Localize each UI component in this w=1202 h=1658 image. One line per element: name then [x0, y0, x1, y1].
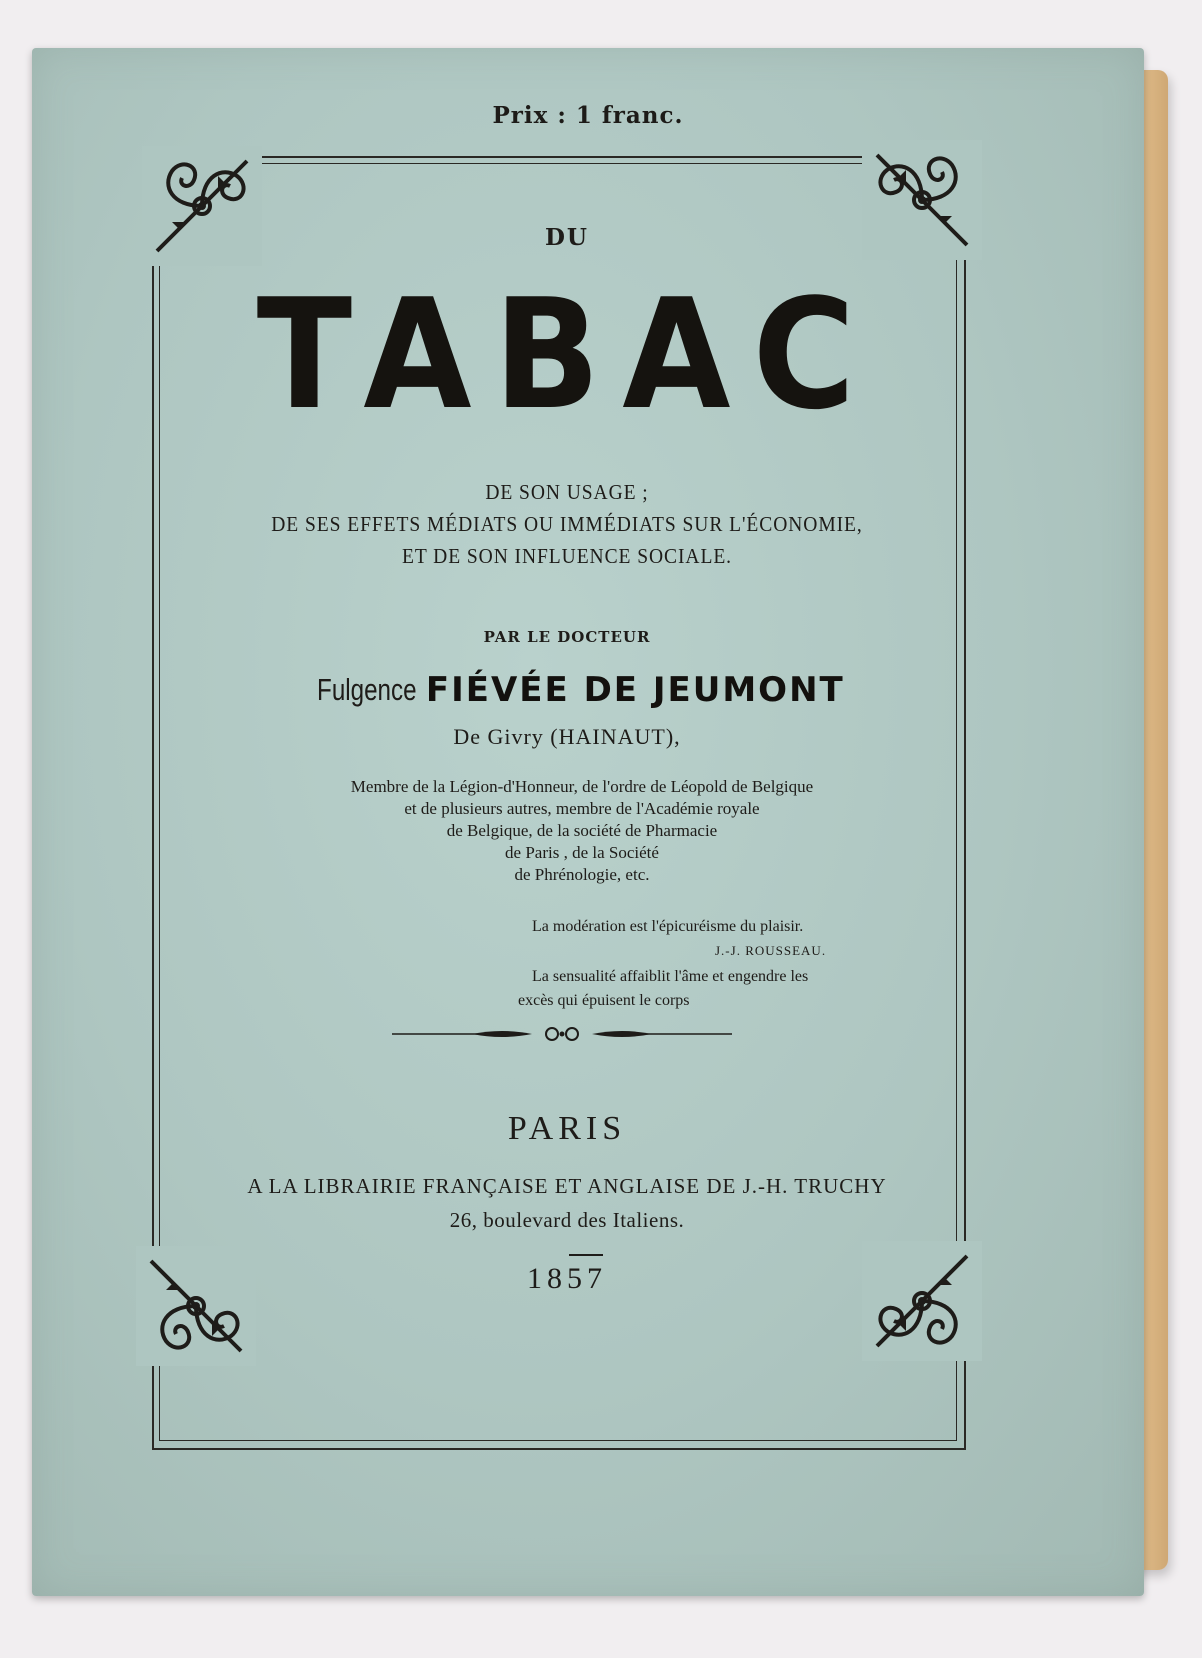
booklet-cover — [32, 48, 1144, 1596]
publisher: A LA LIBRAIRIE FRANÇAISE ET ANGLAISE DE J.-H. TRUCHY — [247, 1174, 887, 1198]
divider-dash — [569, 1254, 603, 1256]
subtitle — [209, 476, 925, 572]
by-line: PAR LE DOCTEUR — [483, 628, 651, 646]
honours-line: de Paris , de la Société — [505, 843, 659, 862]
epigraph-author: J.-J. ROUSSEAU. — [715, 943, 827, 958]
publication-city: PARIS — [507, 1110, 627, 1147]
epigraph-quote-line: La sensualité affaiblit l'âme et engendre les — [532, 968, 809, 985]
subtitle-line: ET DE SON INFLUENCE SOCIALE. — [401, 544, 733, 568]
publisher-address: 26, boulevard des Italiens. — [449, 1208, 685, 1232]
honours-line: de Phrénologie, etc. — [514, 865, 650, 884]
honours-line: Membre de la Légion-d'Honneur, de l'ordre de Léopold de Belgique — [350, 777, 814, 796]
corner-ornament-icon — [862, 1241, 982, 1361]
author-first-name: Fulgence — [317, 672, 417, 707]
main-title: TABAC — [256, 266, 878, 443]
subtitle-line: DE SON USAGE ; — [485, 480, 649, 504]
divider-ornament-icon — [392, 1022, 732, 1046]
author-honours — [202, 776, 962, 886]
epigraph-quote-line: excès qui épuisent le corps — [518, 992, 690, 1009]
honours-line: et de plusieurs autres, membre de l'Académie royale — [404, 799, 760, 818]
price-label: Prix : 1 franc. — [492, 102, 684, 129]
title-prefix: DU — [544, 224, 589, 251]
honours-line: de Belgique, de la société de Pharmacie — [446, 821, 718, 840]
publication-year: 1857 — [527, 1262, 607, 1295]
author-last-name: FIÉVÉE DE JEUMONT — [425, 670, 845, 710]
author-name — [182, 670, 952, 710]
author-origin: De Givry (HAINAUT), — [453, 724, 681, 749]
epigraph-quote: La modération est l'épicuréisme du plaisir. — [532, 918, 804, 935]
subtitle-line: DE SES EFFETS MÉDIATS OU IMMÉDIATS SUR L'ÉCONOMIE, — [271, 512, 863, 536]
